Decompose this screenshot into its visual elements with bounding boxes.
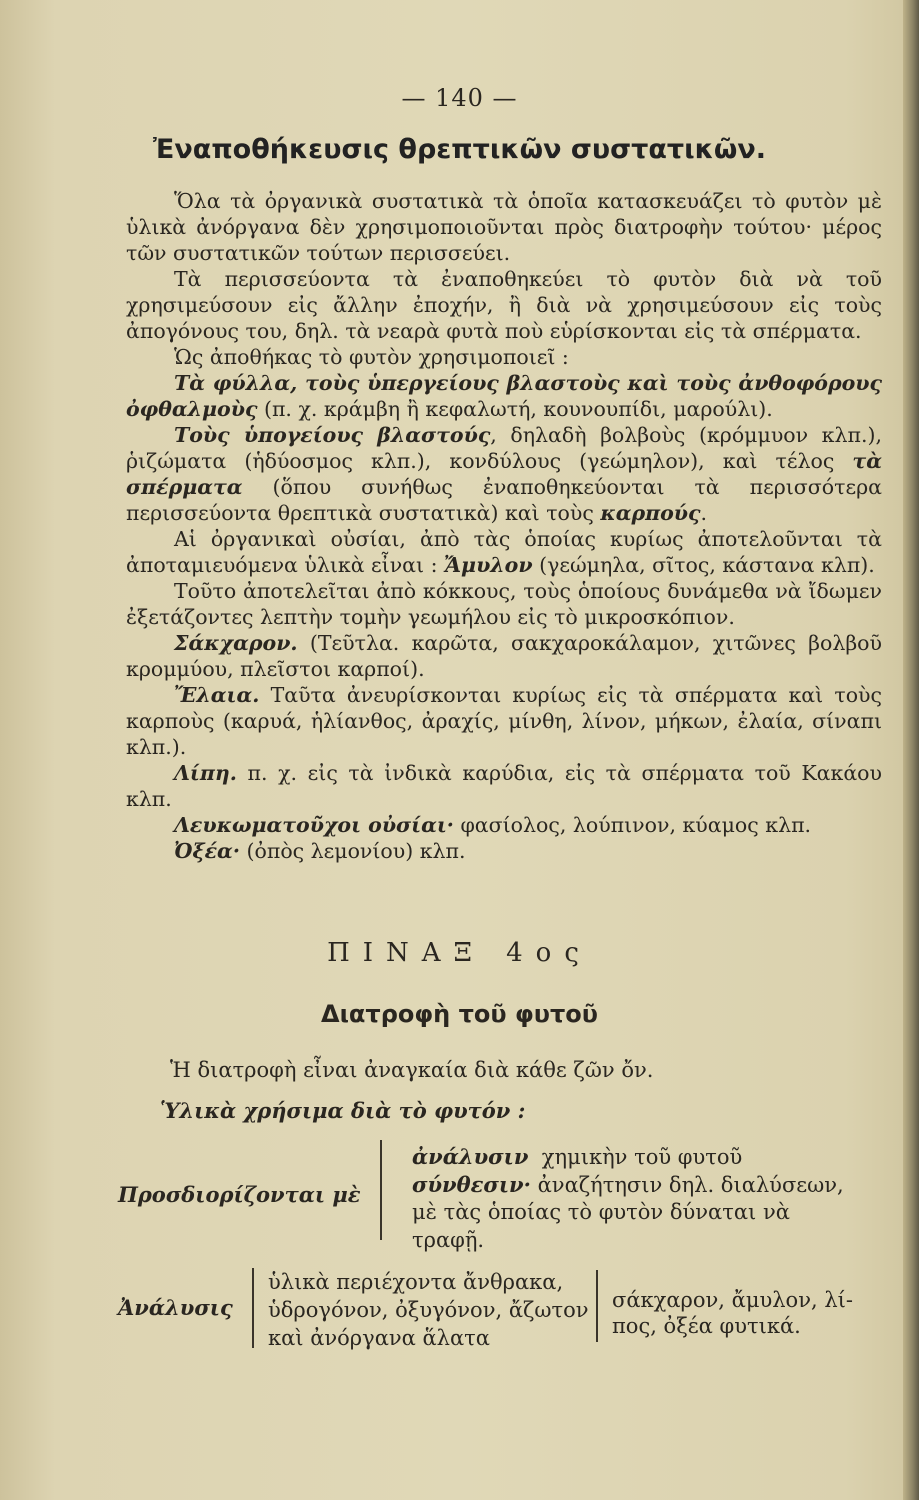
text: φασίολος, λούπινον, κύαμος κλπ. bbox=[453, 813, 812, 837]
emphasis: Λίπη. bbox=[174, 761, 237, 785]
emphasis: καρπούς bbox=[600, 501, 701, 525]
row-end: τραφῇ. bbox=[412, 1228, 485, 1252]
emphasis: Ἄμυλον bbox=[444, 553, 533, 577]
row-synthesis bbox=[412, 1172, 844, 1197]
text: , δηλαδὴ βολβοὺς (κρόμμυον κλπ.), ῥιζώματα (ἡδύοσμος κλπ.), κονδύλους (γεώμηλον), καὶ τέλος bbox=[126, 423, 882, 473]
row-continued: μὲ τὰς ὁποίας τὸ φυτὸν δύναται νὰ bbox=[412, 1200, 790, 1224]
paragraph-6 bbox=[126, 526, 882, 578]
brace-line bbox=[380, 1140, 382, 1240]
term: ἀνάλυσιν bbox=[412, 1144, 529, 1169]
emphasis: Τοὺς ὑπογείους βλαστούς bbox=[174, 423, 491, 447]
text: (ὅπου συνήθως ἐναποθηκεύονται τὰ περισσότερα περισσεύοντα θρεπτικὰ συστατικὰ) καὶ τοὺς bbox=[126, 475, 882, 525]
text: (γεώμηλα, σῖτος, κάστανα κλπ). bbox=[532, 553, 875, 577]
analysis-item: ὑδρογόνον, ὀξυγόνον, ἄζωτον bbox=[268, 1298, 589, 1322]
emphasis: Ὀξέα· bbox=[174, 839, 240, 863]
emphasis: Σάκχαρον. bbox=[174, 631, 298, 655]
text: . bbox=[700, 501, 708, 525]
row-analysis bbox=[412, 1144, 742, 1169]
nutrition-line: Ἡ διατροφὴ εἶναι ἀναγκαία διὰ κάθε ζῶν ὄν. bbox=[170, 1058, 654, 1082]
text: ἀναζήτησιν δηλ. διαλύσεων, bbox=[537, 1173, 844, 1197]
text: χημικὴν τοῦ φυτοῦ bbox=[541, 1145, 743, 1169]
paragraph-7: Τοῦτο ἀποτελεῖται ἀπὸ κόκκους, τοὺς ὁποίους δυνάμεθα νὰ ἴδωμεν ἐξετάζοντες λεπτὴν τομὴν γεωμήλου εἰς τὸ μικροσκόπιον. bbox=[126, 579, 882, 629]
text: π. χ. εἰς τὰ ἰνδικὰ καρύδια, εἰς τὰ σπέρματα τοῦ Κακάου κλπ. bbox=[126, 761, 882, 811]
analysis-item: καὶ ἀνόργανα ἅλατα bbox=[268, 1326, 490, 1350]
text: Ταῦτα ἀνευρίσκονται κυρίως εἰς τὰ σπέρματα καὶ τοὺς καρποὺς (καρυά, ἡλίανθος, ἀραχίς, μίνθη, λίνον, μήκων, ἐλαία, σίναπι κλπ.). bbox=[126, 683, 882, 759]
paragraph-3: Ὡς ἀποθήκας τὸ φυτὸν χρησιμοποιεῖ : bbox=[174, 345, 569, 369]
paragraph-9 bbox=[126, 682, 882, 760]
page-edge bbox=[903, 0, 919, 1500]
table-subtitle: Διατροφὴ τοῦ φυτοῦ bbox=[321, 1000, 598, 1028]
emphasis: Λευκωματοῦχοι οὐσίαι· bbox=[174, 813, 454, 837]
paragraph-11 bbox=[126, 812, 882, 838]
page-number: — 140 — bbox=[401, 84, 518, 112]
analysis-item: ὑλικὰ περιέχοντα ἄνθρακα, bbox=[268, 1270, 564, 1294]
result-line: πος, ὀξέα φυτικά. bbox=[612, 1314, 801, 1338]
paragraph-8 bbox=[126, 630, 882, 682]
body-text bbox=[126, 188, 882, 864]
paragraph-1: Ὅλα τὰ ὀργανικὰ συστατικὰ τὰ ὁποῖα κατασκευάζει τὸ φυτὸν μὲ ὑλικὰ ἀνόργανα δὲν χρησιμοποιοῦνται πρὸς διατροφὴν τούτου· μέρος τῶν συστατικῶν τούτων περισσεύει. bbox=[126, 189, 882, 265]
paragraph-2: Τὰ περισσεύοντα τὰ ἐναποθηκεύει τὸ φυτὸν διὰ νὰ τοῦ χρησιμεύσουν εἰς ἄλλην ἐποχήν, ἢ διὰ νὰ χρησιμεύσουν εἰς τοὺς ἀπογόνους του, δηλ. τὰ νεαρὰ φυτὰ ποὺ εὑρίσκονται εἰς τὰ σπέρματα. bbox=[126, 267, 882, 343]
emphasis: τὰ σπέρματα bbox=[126, 449, 882, 499]
analysis-label: Ἀνάλυσις bbox=[118, 1295, 233, 1320]
table-title: ΠΙΝΑΞ 4ος bbox=[327, 938, 592, 968]
materials-line: Ὑλικὰ χρήσιμα διὰ τὸ φυτόν : bbox=[160, 1098, 526, 1123]
determined-label: Προσδιορίζονται μὲ bbox=[118, 1182, 361, 1207]
paragraph-5 bbox=[126, 422, 882, 526]
term: σύνθεσιν· bbox=[412, 1172, 531, 1197]
text: Αἱ ὀργανικαὶ οὐσίαι, ἀπὸ τὰς ὁποίας κυρίως ἀποτελοῦνται τὰ ἀποταμιευόμενα ὑλικὰ εἶναι : bbox=[126, 527, 882, 577]
brace-line bbox=[252, 1268, 254, 1348]
brace-line bbox=[596, 1270, 598, 1342]
section-heading: Ἐναποθήκευσις θρεπτικῶν συστατικῶν. bbox=[153, 134, 766, 165]
emphasis: Τὰ φύλλα, τοὺς ὑπεργείους βλαστοὺς καὶ τοὺς ἀνθοφόρους ὀφθαλμοὺς bbox=[126, 371, 882, 421]
result-line: σάκχαρον, ἄμυλον, λί- bbox=[612, 1288, 853, 1312]
text: (ὀπὸς λεμονίου) κλπ. bbox=[239, 839, 466, 863]
emphasis: Ἔλαια. bbox=[174, 683, 260, 707]
paragraph-4 bbox=[126, 370, 882, 422]
paragraph-12 bbox=[126, 838, 882, 864]
paragraph-10 bbox=[126, 760, 882, 812]
text: (Τεῦτλα. καρῶτα, σακχαροκάλαμον, χιτῶνες βολβοῦ κρομμύου, πλεῖστοι καρποί). bbox=[126, 631, 882, 681]
text: (π. χ. κράμβη ἢ κεφαλωτή, κουνουπίδι, μαρούλι). bbox=[257, 397, 773, 421]
